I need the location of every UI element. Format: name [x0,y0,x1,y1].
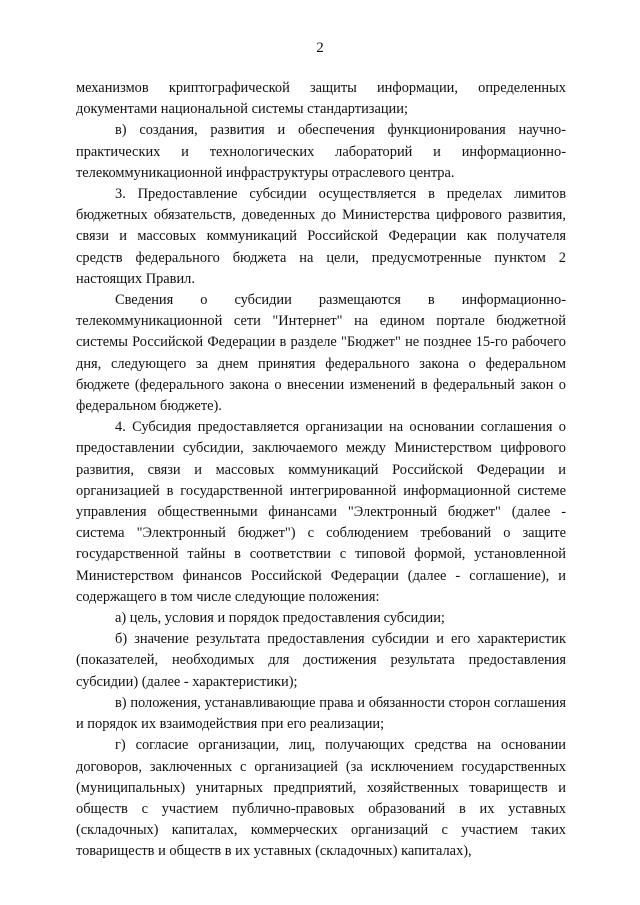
document-body [76,78,566,863]
paragraph-3: 3. Предоставление субсидии осуществляется в пределах лимитов бюджетных обязательств, доведенных до Министерства цифрового развития, связи и массовых коммуникаций Российской Федерации как получателя средств федерального бюджета на цели, предусмотренные пунктом 2 настоящих Правил. [76,186,566,287]
paragraph-item-v: в) создания, развития и обеспечения функционирования научно-практических и технологических лабораторий и информационно-телекоммуникационной инфраструктуры отраслевого центра. [76,122,566,181]
paragraph-item-a: а) цель, условия и порядок предоставления субсидии; [115,610,445,627]
paragraph-item-b: б) значение результата предоставления субсидии и его характеристик (показателей, необходимых для достижения результата предоставления субсидии) (далее - характеристики); [76,631,566,690]
paragraph-item-g: г) согласие организации, лиц, получающих средства на основании договоров, заключенных с организацией (за исключением государственных (муниципальных) унитарных предприятий, хозяйственных товариществ и обществ с участием публично-правовых образований в их уставных (складочных) капиталах, коммерческих организаций с участием таких товариществ и обществ в их уставных (складочных) капиталах), [76,737,566,860]
paragraph-continuation: механизмов криптографической защиты информации, определенных документами национальной системы стандартизации; [76,80,566,118]
paragraph-4: 4. Субсидия предоставляется организации на основании соглашения о предоставлении субсидии, заключаемого между Министерством цифрового развития, связи и массовых коммуникаций Российской Федерации и организацией в государственной интегрированной информационной системе управления общественными финансами "Электронный бюджет" (далее - система "Электронный бюджет") с соблюдением требований о защите государственной тайны в соответствии с типовой формой, установленной Министерством финансов Российской Федерации (далее - соглашение), и содержащего в том числе следующие положения: [76,419,566,605]
page-number: 2 [316,40,324,56]
paragraph-subsidy-info: Сведения о субсидии размещаются в информационно-телекоммуникационной сети "Интернет" на едином портале бюджетной системы Российской Федерации в разделе "Бюджет" не позднее 15-го рабочего дня, следующего за днем принятия федерального закона о федеральном бюджете (федерального закона о внесении изменений в федеральный закон о федеральном бюджете). [76,292,566,415]
paragraph-item-v2: в) положения, устанавливающие права и обязанности сторон соглашения и порядок их взаимодействия при его реализации; [76,694,566,733]
